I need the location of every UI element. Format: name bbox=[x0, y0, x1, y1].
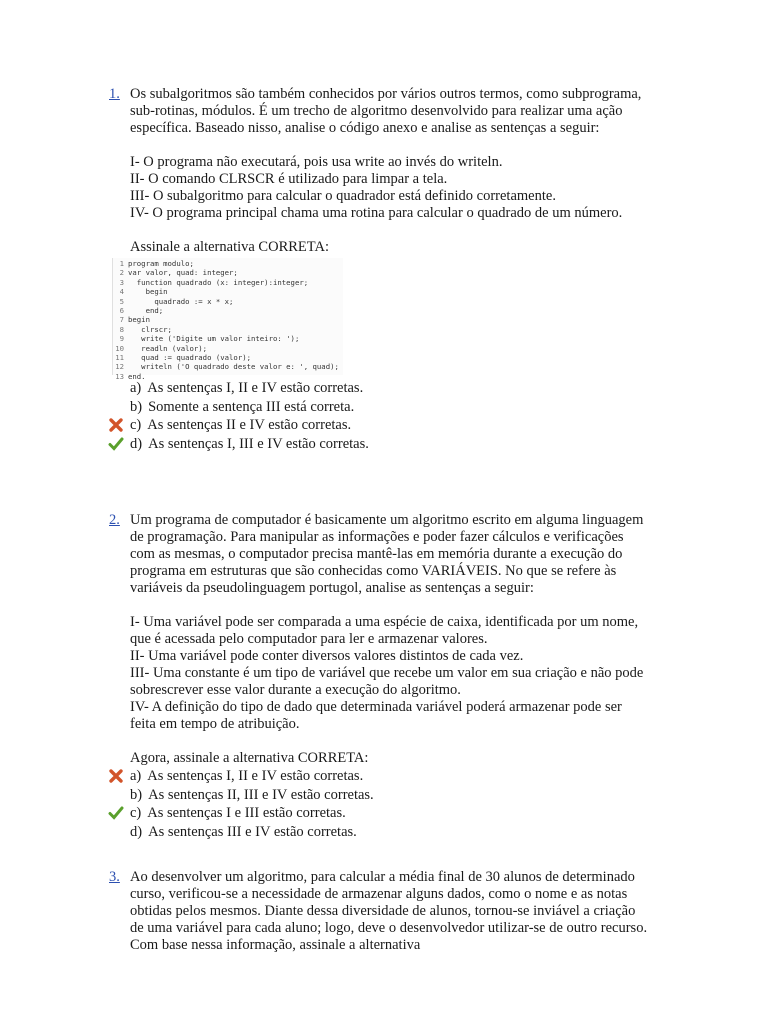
line-number: 1 bbox=[119, 259, 124, 268]
code-line bbox=[113, 287, 343, 296]
line-number: 4 bbox=[119, 287, 124, 297]
statement: III- Uma constante é um tipo de variável que recebe um valor em sua criação e não pode sobrescrever esse valor durante a execução do algoritmo. bbox=[130, 665, 644, 698]
code-line bbox=[113, 315, 343, 324]
statement: I- Uma variável pode ser comparada a uma espécie de caixa, identificada por um nome, que é acessada pelo computador para ler e armazenar valores. bbox=[130, 614, 639, 647]
code-text: readln (valor); bbox=[128, 343, 208, 353]
question-number-link[interactable]: 2. bbox=[109, 512, 120, 528]
option-a[interactable] bbox=[130, 767, 650, 786]
code-text: end. bbox=[128, 371, 146, 381]
code-text: quadrado := x * x; bbox=[128, 296, 234, 306]
option-d[interactable] bbox=[130, 435, 650, 454]
question-number-link[interactable]: 1. bbox=[109, 86, 120, 102]
option-letter: d) bbox=[130, 435, 143, 452]
line-number: 6 bbox=[119, 305, 124, 315]
question-body bbox=[115, 86, 650, 453]
option-a[interactable] bbox=[130, 379, 650, 398]
question-number-link[interactable]: 3. bbox=[109, 869, 120, 885]
option-b[interactable] bbox=[130, 398, 650, 417]
line-number: 12 bbox=[115, 362, 124, 372]
option-text: As sentenças II e IV estão corretas. bbox=[147, 417, 352, 433]
code-line bbox=[113, 297, 343, 306]
code-line bbox=[113, 259, 343, 268]
code-text: clrscr; bbox=[128, 324, 172, 334]
option-d[interactable] bbox=[130, 823, 650, 842]
code-listing bbox=[112, 258, 343, 381]
option-letter: c) bbox=[130, 805, 142, 821]
statement: III- O subalgoritmo para calcular o quadrador está definido corretamente. bbox=[130, 188, 556, 204]
answer-options bbox=[130, 379, 650, 453]
line-number: 5 bbox=[119, 296, 124, 306]
option-letter: a) bbox=[130, 768, 142, 784]
option-letter: c) bbox=[130, 417, 142, 433]
check-icon bbox=[108, 436, 124, 452]
code-text: quad := quadrado (valor); bbox=[128, 352, 252, 362]
statement: IV- A definição do tipo de dado que determinada variável poderá armazenar pode ser feita em tempo de atribuição. bbox=[130, 699, 622, 732]
statement: IV- O programa principal chama uma rotina para calcular o quadrado de um número. bbox=[130, 205, 623, 221]
code-text: writeln ('O quadrado deste valor e: ', quad); bbox=[128, 362, 339, 372]
option-b[interactable] bbox=[130, 786, 650, 805]
option-c[interactable] bbox=[130, 416, 650, 435]
code-text: write ('Digite um valor inteiro: '); bbox=[128, 334, 300, 344]
option-letter: d) bbox=[130, 823, 143, 840]
cross-icon bbox=[108, 417, 124, 433]
question-intro: Um programa de computador é basicamente um algoritmo escrito em alguma linguagem de programação. Para manipular as informações e poder fazer cálculos e verificações com as mesmas, o computador precisa mantê-las em memória durante a execução do programa em estruturas que são conhecidas como VARIÁVEIS. No que se refere às variáveis da pseudolinguagem portugol, analise as sentenças a seguir: bbox=[130, 512, 644, 596]
code-line bbox=[113, 325, 343, 334]
question-intro: Ao desenvolver um algoritmo, para calcular a média final de 30 alunos de determinado curso, verificou-se a necessidade de armazenar alguns dados, como o nome e as notas obtidas pelos mesmos. Diante dessa diversidade de alunos, tornou-se inviável a criação de uma variável para cada aluno; logo, deve o desenvolvedor utilizar-se de outro recurso. Com base nessa informação, assinale a alternativa bbox=[130, 869, 648, 953]
code-text: begin bbox=[128, 315, 150, 325]
option-text: As sentenças III e IV estão corretas. bbox=[148, 823, 357, 840]
line-number: 13 bbox=[115, 371, 124, 381]
line-number: 8 bbox=[119, 324, 124, 334]
line-number: 3 bbox=[119, 277, 124, 287]
answer-options bbox=[130, 767, 650, 841]
code-text: var valor, quad: integer; bbox=[128, 268, 238, 278]
code-line bbox=[113, 344, 343, 353]
cross-icon bbox=[108, 768, 124, 784]
line-number: 7 bbox=[119, 315, 124, 325]
question-body bbox=[130, 512, 650, 841]
option-c[interactable] bbox=[130, 804, 650, 823]
statement: II- Uma variável pode conter diversos valores distintos de cada vez. bbox=[130, 648, 524, 664]
option-letter: b) bbox=[130, 398, 143, 415]
code-text: function quadrado (x: integer):integer; bbox=[128, 277, 309, 287]
line-number: 2 bbox=[119, 268, 124, 278]
option-letter: a) bbox=[130, 380, 142, 396]
option-text: As sentenças II, III e IV estão corretas. bbox=[148, 786, 374, 803]
code-text: begin bbox=[128, 287, 168, 297]
code-text: end; bbox=[128, 305, 164, 315]
statement: II- O comando CLRSCR é utilizado para limpar a tela. bbox=[130, 171, 448, 187]
line-number: 11 bbox=[115, 352, 124, 362]
question-prompt: Agora, assinale a alternativa CORRETA: bbox=[130, 750, 369, 766]
question-intro: Os subalgoritmos são também conhecidos por vários outros termos, como subprograma, sub-rotinas, módulos. É um trecho de algoritmo desenvolvido para realizar uma ação específica. Baseado nisso, analise o código anexo e analise as sentenças a seguir: bbox=[130, 86, 642, 136]
code-line bbox=[113, 268, 343, 277]
code-line bbox=[113, 334, 343, 343]
option-text: As sentenças I, II e IV estão corretas. bbox=[147, 380, 364, 396]
line-number: 9 bbox=[119, 334, 124, 344]
statement: I- O programa não executará, pois usa write ao invés do writeln. bbox=[130, 154, 503, 170]
code-line bbox=[113, 353, 343, 362]
option-letter: b) bbox=[130, 786, 143, 803]
option-text: As sentenças I, III e IV estão corretas. bbox=[148, 435, 369, 452]
code-line bbox=[113, 278, 343, 287]
code-text: program modulo; bbox=[128, 259, 194, 268]
check-icon bbox=[108, 805, 124, 821]
code-line bbox=[113, 362, 343, 371]
option-text: As sentenças I e III estão corretas. bbox=[147, 805, 346, 821]
option-text: Somente a sentença III está correta. bbox=[148, 398, 355, 415]
code-line bbox=[113, 306, 343, 315]
question-prompt: Assinale a alternativa CORRETA: bbox=[130, 239, 329, 255]
question-body bbox=[130, 869, 650, 954]
line-number: 10 bbox=[115, 343, 124, 353]
option-text: As sentenças I, II e IV estão corretas. bbox=[147, 768, 364, 784]
